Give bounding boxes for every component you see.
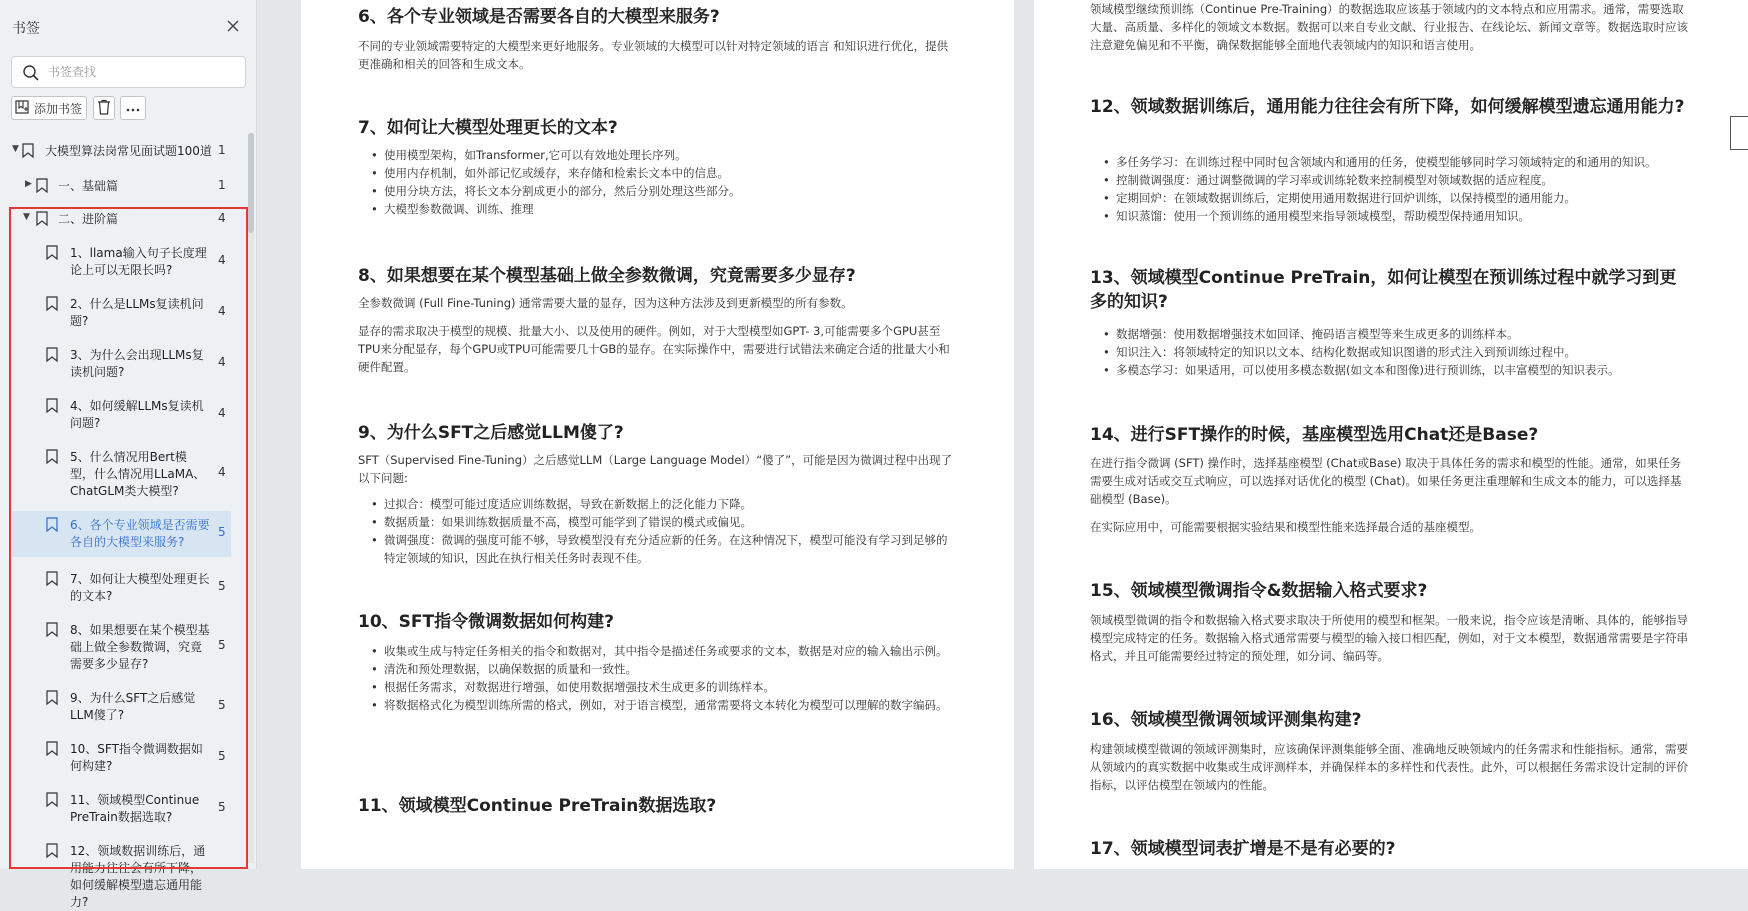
tree-item-label: 2、什么是LLMs复读机问题?	[70, 297, 204, 328]
bookmark-icon	[46, 792, 60, 808]
tree-item-page: 5	[218, 525, 226, 539]
close-icon[interactable]	[225, 18, 241, 34]
tree-item-page: 5	[218, 800, 226, 814]
tree-item-q12[interactable]	[0, 841, 246, 909]
paragraph: 在实际应用中，可能需要根据实验结果和模型性能来选择最合适的基座模型。	[1090, 520, 1481, 534]
scrollbar-thumb[interactable]	[248, 133, 254, 233]
section-title: 16、领域模型微调领域评测集构建?	[1090, 710, 1362, 730]
section-title: 13、领域模型Continue PreTrain，如何让模型在预训练过程中就学习到更多的知识?	[1090, 268, 1677, 312]
expanded-arrow-icon[interactable]: ▼	[23, 212, 30, 222]
sidebar-header	[0, 0, 257, 50]
tree-item-label: 6、各个专业领域是否需要各自的大模型来服务?	[70, 518, 210, 549]
list-item: • 知识注入：将领域特定的知识以文本、结构化数据或知识图谱的形式注入到预训练过程中。	[1102, 343, 1690, 361]
trash-icon	[97, 99, 111, 118]
tree-item-page: 5	[218, 749, 226, 763]
paragraph: 领域模型继续预训练（Continue Pre-Training）的数据选取应该基于领域内的文本特点和应用需求。通常，需要选取大量、高质量、多样化的领域文本数据。数据可以来自专业文献、行业报告、在线论坛、新闻文章等。数据选取时应该注意避免偏见和不平衡，确保数据能够全面地代表领域内的知识和语言使用。	[1090, 2, 1688, 52]
sidebar-scrollbar[interactable]	[248, 133, 254, 863]
bookmark-icon	[46, 398, 60, 414]
tree-item-label: 12、领域数据训练后，通用能力往往会有所下降，如何缓解模型遗忘通用能力?	[70, 844, 206, 909]
tree-item-page: 5	[218, 579, 226, 593]
tree-item-page: 4	[218, 465, 226, 479]
bullet-list	[370, 642, 956, 714]
tree-item-page: 4	[218, 253, 226, 267]
bookmark-icon	[46, 690, 60, 706]
paragraph: 在进行指令微调 (SFT) 操作时，选择基座模型 (Chat或Base) 取决于具体任务的需求和模型的性能。通常，如果任务需要生成对话或交互式响应，可以选择对话优化的模型 (Chat)。如果任务更注重理解和生成文本的能力，可以选择基础模型 (Base)。	[1090, 456, 1682, 506]
tree-item-page: 1	[218, 178, 226, 192]
tree-item-basic[interactable]	[0, 176, 246, 196]
add-bookmark-button[interactable]	[11, 96, 87, 120]
tree-item-label: 二、进阶篇	[58, 212, 119, 226]
list-item: • 知识蒸馏：使用一个预训练的通用模型来指导领域模型，帮助模型保持通用知识。	[1102, 207, 1690, 225]
tree-item-page: 4	[218, 406, 226, 420]
paragraph: 构建领域模型微调的领域评测集时，应该确保评测集能够全面、准确地反映领域内的任务需求和性能指标。通常，需要从领域内的真实数据中收集或生成评测样本，并确保样本的多样性和代表性。此外，可以根据任务需求设计定制的评价指标，以评估模型在领域内的性能。	[1090, 742, 1688, 792]
list-item: • 控制微调强度：通过调整微调的学习率或训练轮数来控制模型对领域数据的适应程度。	[1102, 171, 1690, 189]
list-item: • 将数据格式化为模型训练所需的格式，例如，对于语言模型，通常需要将文本转化为模型可以理解的数字编码。	[370, 696, 956, 714]
tree-item-label: 1、llama输入句子长度理论上可以无限长吗?	[70, 246, 207, 277]
tree-item-page: 1	[218, 143, 226, 157]
tree-item-page: 4	[218, 211, 226, 225]
tree-item-q9[interactable]	[0, 688, 246, 728]
paragraph: 不同的专业领域需要特定的大模型来更好地服务。专业领域的大模型可以针对特定领域的语言 和知识进行优化，提供更准确和相关的回答和生成文本。	[358, 39, 949, 71]
bookmark-search-input[interactable]	[48, 62, 238, 82]
document-page-left	[301, 0, 1014, 869]
list-item: • 使用分块方法，将长文本分割成更小的部分，然后分别处理这些部分。	[370, 182, 956, 200]
delete-bookmark-button[interactable]	[93, 96, 115, 120]
tree-item-q3[interactable]	[0, 345, 246, 385]
list-item: • 多模态学习：如果适用，可以使用多模态数据(如文本和图像)进行预训练，以丰富模型的知识表示。	[1102, 361, 1690, 379]
section-title: 7、如何让大模型处理更长的文本?	[358, 118, 618, 138]
bookmark-icon	[46, 296, 60, 312]
bookmark-icon	[46, 517, 60, 533]
list-item: • 根据任务需求，对数据进行增强，如使用数据增强技术生成更多的训练样本。	[370, 678, 956, 696]
list-item: • 收集或生成与特定任务相关的指令和数据对，其中指令是描述任务或要求的文本，数据是对应的输入输出示例。	[370, 642, 956, 660]
bookmark-icon	[46, 571, 60, 587]
list-item: • 多任务学习：在训练过程中同时包含领域内和通用的任务，使模型能够同时学习领域特定的和通用的知识。	[1102, 153, 1690, 171]
more-options-button[interactable]	[120, 96, 146, 120]
tree-item-advanced[interactable]	[0, 209, 246, 229]
list-item: • 大模型参数微调、训练、推理	[370, 200, 956, 218]
tree-item-label: 一、基础篇	[58, 179, 119, 193]
paragraph: SFT（Supervised Fine-Tuning）之后感觉LLM（Large Language Model）“傻了”，可能是因为微调过程中出现了以下问题:	[358, 453, 953, 485]
tree-item-root[interactable]	[0, 141, 246, 161]
tree-item-page: 5	[218, 638, 226, 652]
section-title: 6、各个专业领域是否需要各自的大模型来服务?	[358, 7, 720, 27]
list-item: • 数据增强：使用数据增强技术如回译、掩码语言模型等来生成更多的训练样本。	[1102, 325, 1690, 343]
tree-item-page: 4	[218, 304, 226, 318]
bullet-list	[1102, 325, 1690, 379]
list-item: • 过拟合：模型可能过度适应训练数据，导致在新数据上的泛化能力下降。	[370, 495, 956, 513]
tree-item-q11[interactable]	[0, 790, 246, 830]
tree-item-page: 5	[218, 698, 226, 712]
list-item: • 使用模型架构，如Transformer,它可以有效地处理长序列。	[370, 146, 956, 164]
paragraph: 全参数微调 (Full Fine-Tuning) 通常需要大量的显存，因为这种方法涉及到更新模型的所有参数。	[358, 296, 853, 310]
tree-item-label: 3、为什么会出现LLMs复读机问题?	[70, 348, 204, 379]
bookmark-icon	[22, 143, 36, 159]
section-title: 10、SFT指令微调数据如何构建?	[358, 612, 614, 632]
bookmark-icon	[46, 622, 60, 638]
sidebar-title: 书签	[12, 21, 40, 37]
bookmark-icon	[46, 245, 60, 261]
bookmark-icon	[46, 843, 60, 859]
tree-item-q2[interactable]	[0, 294, 246, 334]
list-item: • 清洗和预处理数据，以确保数据的质量和一致性。	[370, 660, 956, 678]
tree-item-label: 8、如果想要在某个模型基础上做全参数微调，究竟需要多少显存?	[70, 623, 210, 671]
tree-item-label: 10、SFT指令微调数据如何构建?	[70, 742, 203, 773]
search-icon	[22, 64, 40, 82]
list-item: • 微调强度：微调的强度可能不够，导致模型没有充分适应新的任务。在这种情况下，模型可能没有学习到足够的特定领域的知识，因此在执行相关任务时表现不佳。	[370, 531, 956, 567]
tree-item-q10[interactable]	[0, 739, 246, 779]
bookmark-icon	[46, 741, 60, 757]
bookmark-icon	[46, 347, 60, 363]
tree-item-label: 7、如何让大模型处理更长的文本?	[70, 572, 210, 603]
bullet-list	[370, 146, 956, 218]
bookmark-search-box	[11, 56, 246, 88]
tree-item-q7[interactable]	[0, 569, 246, 609]
tree-item-label: 5、什么情况用Bert模型，什么情况用LLaMA、ChatGLM类大模型?	[70, 450, 206, 498]
tree-item-q1[interactable]	[0, 243, 246, 283]
bookmark-sidebar	[0, 0, 257, 909]
section-title: 12、领域数据训练后，通用能力往往会有所下降，如何缓解模型遗忘通用能力?	[1090, 97, 1685, 117]
collapsed-arrow-icon[interactable]: ▶	[25, 179, 32, 189]
bullet-list	[1102, 153, 1690, 225]
section-title: 14、进行SFT操作的时候，基座模型选用Chat还是Base?	[1090, 425, 1539, 445]
bookmark-icon	[36, 178, 50, 194]
tree-item-q4[interactable]	[0, 396, 246, 436]
add-bookmark-label: 添加书签	[34, 101, 83, 116]
section-title: 11、领域模型Continue PreTrain数据选取?	[358, 796, 717, 816]
bookmark-icon	[46, 449, 60, 465]
list-item: • 使用内存机制，如外部记忆或缓存，来存储和检索长文本中的信息。	[370, 164, 956, 182]
tree-item-label: 11、领域模型Continue PreTrain数据选取?	[70, 793, 200, 824]
tree-item-q8[interactable]	[0, 620, 246, 676]
tree-item-label: 4、如何缓解LLMs复读机问题?	[70, 399, 204, 430]
tree-item-label: 大模型算法岗常见面试题100道	[45, 144, 212, 158]
bullet-list	[370, 495, 956, 567]
bookmark-icon	[36, 211, 50, 227]
section-title: 17、领域模型词表扩增是不是有必要的?	[1090, 839, 1396, 859]
paragraph: 领域模型微调的指令和数据输入格式要求取决于所使用的模型和框架。一般来说，指令应该是清晰、具体的，能够指导模型完成特定的任务。数据输入格式通常需要与模型的输入接口相匹配，例如，对于文本模型，数据通常需要是字符串格式，并且可能需要经过特定的预处理，如分词、编码等。	[1090, 613, 1688, 663]
paragraph: 显存的需求取决于模型的规模、批量大小、以及使用的硬件。例如，对于大型模型如GPT- 3,可能需要多个GPU甚至TPU来分配显存，每个GPU或TPU可能需要几十GB的显存。在实际操作中，需要进行试错法来确定合适的批量大小和硬件配置。	[358, 324, 950, 374]
tree-item-page: 4	[218, 355, 226, 369]
list-item: • 数据质量：如果训练数据质量不高，模型可能学到了错误的模式或偏见。	[370, 513, 956, 531]
section-title: 9、为什么SFT之后感觉LLM傻了?	[358, 423, 624, 443]
tree-item-label: 9、为什么SFT之后感觉LLM傻了?	[70, 691, 196, 722]
tree-item-q6[interactable]	[12, 511, 231, 557]
add-bookmark-icon	[14, 99, 30, 118]
side-panel-toggle[interactable]	[1730, 116, 1748, 150]
section-title: 8、如果想要在某个模型基础上做全参数微调，究竟需要多少显存?	[358, 266, 856, 286]
section-title: 15、领域模型微调指令&数据输入格式要求?	[1090, 581, 1428, 601]
tree-item-q5[interactable]	[0, 447, 246, 503]
more-icon	[126, 101, 140, 115]
document-page-right	[1034, 0, 1748, 869]
bookmark-tree	[0, 133, 246, 909]
list-item: • 定期回炉：在领域数据训练后，定期使用通用数据进行回炉训练，以保持模型的通用能力。	[1102, 189, 1690, 207]
expanded-arrow-icon[interactable]: ▼	[12, 144, 19, 154]
